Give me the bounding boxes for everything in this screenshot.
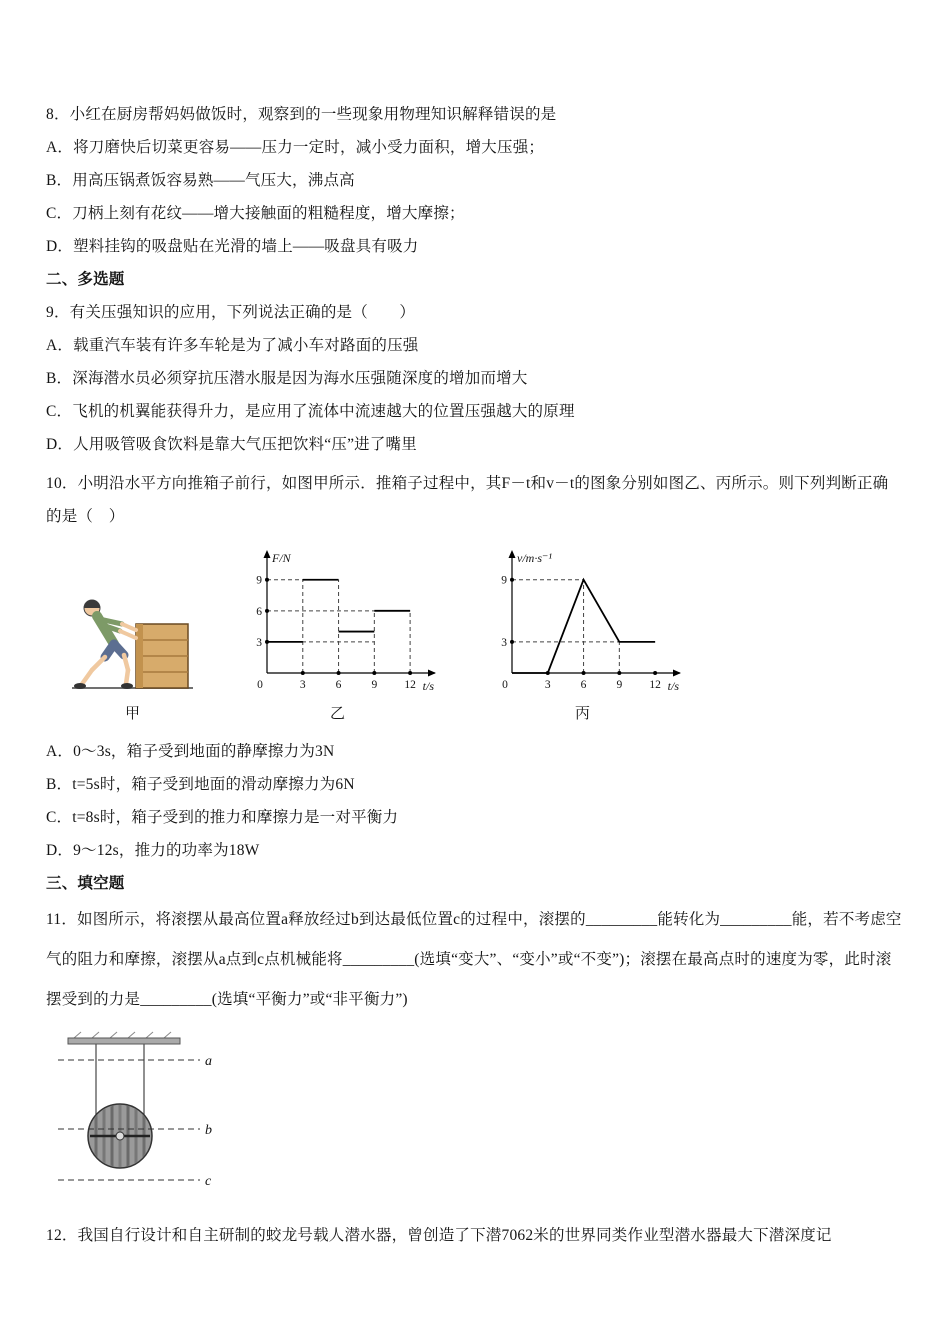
q11-block [46, 900, 904, 1020]
svg-text:6: 6 [580, 679, 587, 691]
q8-option-b: B．用高压锅煮饭容易熟——气压大，沸点高 [46, 172, 355, 189]
section-header-fill-blank: 三、填空题 [46, 875, 125, 892]
svg-text:3: 3 [256, 636, 262, 649]
q8-option-a: A．将刀磨快后切菜更容易——压力一定时，减小受力面积，增大压强； [46, 139, 545, 156]
svg-text:3: 3 [544, 679, 551, 691]
svg-text:12: 12 [649, 679, 661, 691]
svg-text:3: 3 [299, 679, 306, 691]
svg-text:0: 0 [257, 679, 263, 691]
svg-text:6: 6 [256, 605, 262, 618]
q10-figure-row [70, 547, 904, 723]
figure-bing-label: 丙 [574, 706, 590, 722]
q10-option-c: C．t=8s时，箱子受到的推力和摩擦力是一对平衡力 [46, 809, 399, 826]
svg-text:6: 6 [335, 679, 342, 691]
svg-text:t/s: t/s [422, 679, 434, 693]
q8-option-c: C．刀柄上刻有花纹——增大接触面的粗糙程度，增大摩擦； [46, 205, 465, 222]
q10-option-b: B．t=5s时，箱子受到地面的滑动摩擦力为6N [46, 776, 355, 793]
svg-text:0: 0 [502, 679, 508, 691]
q11-figure [52, 1030, 904, 1203]
roller-label-c: c [205, 1174, 212, 1189]
svg-text:F/N: F/N [272, 551, 291, 565]
q8-stem: 8．小红在厨房帮妈妈做饭时，观察到的一些现象用物理知识解释错误的是 [46, 106, 557, 123]
q9-option-c: C．飞机的机翼能获得升力，是应用了流体中流速越大的位置压强越大的原理 [46, 403, 575, 420]
svg-text:3: 3 [501, 636, 507, 649]
q9-stem: 9．有关压强知识的应用，下列说法正确的是（ ） [46, 304, 416, 321]
svg-text:v/m·s⁻¹: v/m·s⁻¹ [517, 551, 552, 565]
q9-option-d: D．人用吸管吸食饮料是靠大气压把饮料“压”进了嘴里 [46, 436, 417, 453]
svg-text:12: 12 [404, 679, 416, 691]
figure-yi [235, 547, 440, 723]
svg-text:9: 9 [256, 574, 262, 587]
q10-option-d: D．9～12s，推力的功率为18W [46, 842, 260, 859]
figure-yi-label: 乙 [329, 706, 345, 722]
velocity-time-graph [480, 547, 685, 699]
svg-text:9: 9 [371, 679, 378, 691]
figure-bing [480, 547, 685, 723]
q11-stem: 11．如图所示，将滚摆从最高位置a释放经过b到达最低位置c的过程中，滚摆的_________能转化为_________能，若不考虑空气的阻力和摩擦，滚摆从a点到c点机械能将_________(选填“变大”、“变小”或“不变”)；滚摆在最高点时的速度为零，此时滚摆受到的力是_________(选填“平衡力”或“非平衡力”) [46, 911, 902, 1008]
svg-text:9: 9 [501, 574, 507, 587]
roller-label-b: b [205, 1123, 212, 1138]
roller-label-a: a [205, 1054, 212, 1069]
svg-text:9: 9 [616, 679, 623, 691]
q10-option-a: A．0～3s，箱子受到地面的静摩擦力为3N [46, 743, 335, 760]
q9-option-a: A．载重汽车装有许多车轮是为了减小车对路面的压强 [46, 337, 419, 354]
q9-option-b: B．深海潜水员必须穿抗压潜水服是因为海水压强随深度的增加而增大 [46, 370, 528, 387]
q12-stem: 12．我国自行设计和自主研制的蛟龙号载人潜水器，曾创造了下潜7062米的世界同类作业型潜水器最大下潜深度记 [46, 1227, 832, 1244]
svg-text:t/s: t/s [667, 679, 679, 693]
section-header-multi-choice: 二、多选题 [46, 271, 125, 288]
q8-option-d: D．塑料挂钩的吸盘贴在光滑的墙上——吸盘具有吸力 [46, 238, 419, 255]
maxwell-wheel-illustration [52, 1030, 227, 1198]
q10-stem: 10．小明沿水平方向推箱子前行，如图甲所示．推箱子过程中，其F－t和v－t的图象分别如图乙、丙所示。则下列判断正确的是（ ） [46, 475, 889, 525]
pushing-box-illustration [70, 574, 195, 699]
force-time-graph [235, 547, 440, 699]
figure-jia [70, 574, 195, 723]
figure-jia-label: 甲 [124, 706, 140, 722]
